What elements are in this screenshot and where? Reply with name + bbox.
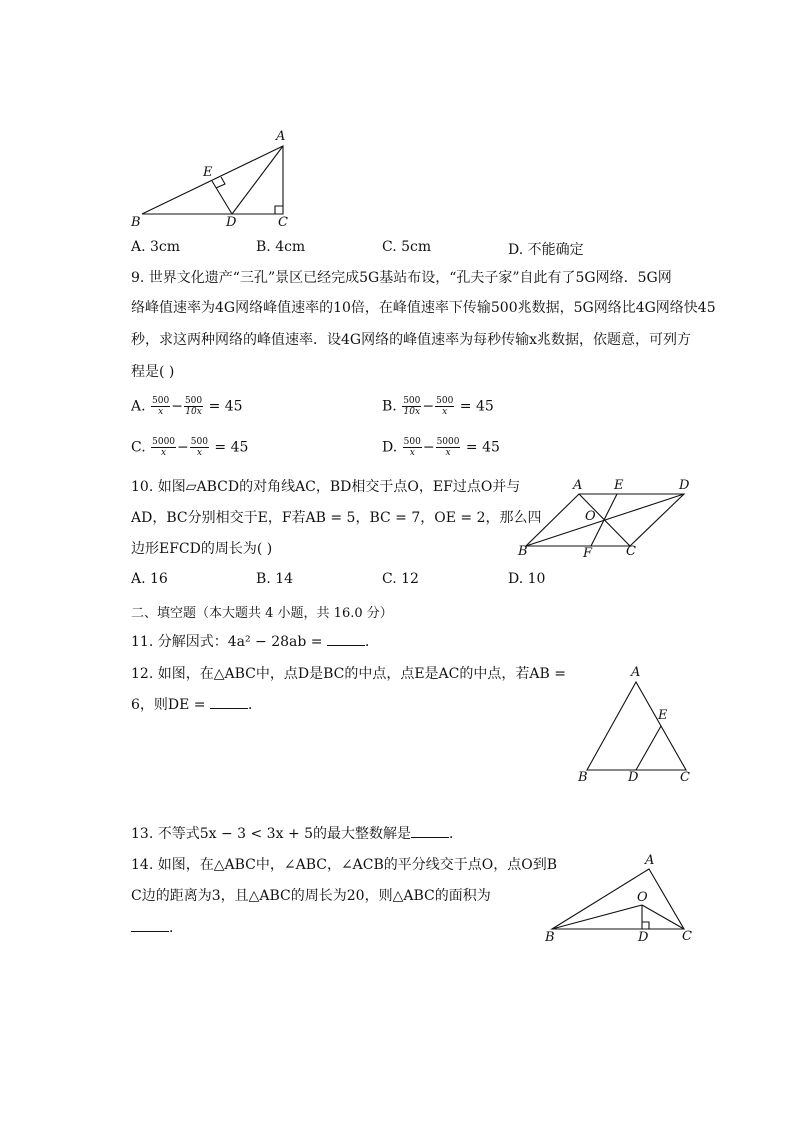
fig12-label-b: B	[578, 770, 588, 785]
q10-option-d[interactable]: D. 10	[508, 571, 546, 587]
fig10-label-b: B	[518, 544, 528, 559]
fig12-label-d: D	[628, 770, 639, 785]
q12-line-2: 6，则DE = ．	[131, 697, 262, 713]
fig14-label-a: A	[645, 853, 655, 868]
fig10-label-d: D	[679, 478, 690, 493]
q14-line-1: 14. 如图，在△ABC中，∠ABC，∠ACB的平分线交于点O，点O到B	[131, 857, 558, 873]
q14-line-3: ．	[131, 918, 183, 938]
q10-option-b[interactable]: B. 14	[256, 571, 294, 587]
q9-line-2: 络峰值速率为4G网络峰值速率的10倍，在峰值速率下传输500兆数据，5G网络比4G网络快45	[131, 300, 716, 316]
fig10-label-e: E	[614, 478, 624, 493]
triangle-abc	[552, 869, 684, 929]
q10-option-a[interactable]: A. 16	[131, 571, 168, 587]
q8-option-c[interactable]: C. 5cm	[382, 239, 432, 255]
fig14-label-b: B	[545, 930, 555, 945]
q9-line-1: 9. 世界文化遗产“三孔”景区已经完成5G基站布设，“孔夫子家”自此有了5G网络．5G网	[131, 270, 672, 286]
fig8-label-d: D	[226, 215, 237, 230]
q9-line-4: 程是( )	[131, 364, 175, 380]
segment-bo	[552, 905, 642, 929]
fig8-label-e: E	[203, 165, 213, 180]
fig14-label-o: O	[637, 890, 648, 905]
fig8-label-b: B	[131, 215, 141, 230]
q8-option-a[interactable]: A. 3cm	[131, 239, 181, 255]
fig10-label-o: O	[585, 509, 596, 524]
fig10-label-a: A	[573, 478, 583, 493]
q9-option-d[interactable]: D. $\frac{500}{x}$ − $\frac{5000}{x}$ = 45	[382, 437, 500, 458]
fig10-label-c: C	[626, 544, 636, 559]
q9-option-b[interactable]: B. $\frac{500}{10x}$ − $\frac{500}{x}$ = 45	[382, 396, 494, 417]
q10-line-1: 10. 如图▱ABCD的对角线AC，BD相交于点O，EF过点O并与	[131, 479, 521, 495]
q13: 13. 不等式5x − 3 < 3x + 5的最大整数解是 ．	[131, 826, 464, 842]
q10-option-c[interactable]: C. 12	[382, 571, 419, 587]
q8-option-d[interactable]: D. 不能确定	[508, 242, 584, 258]
right-angle-d	[642, 922, 649, 929]
fig8-label-c: C	[278, 215, 288, 230]
q10-line-2: AD，BC分别相交于E，F若AB = 5，BC = 7，OE = 2，那么四	[131, 510, 542, 526]
q12-line-1: 12. 如图，在△ABC中，点D是BC的中点，点E是AC的中点，若AB =	[131, 666, 566, 682]
q14-line-2: C边的距离为3，且△ABC的周长为20，则△ABC的面积为	[131, 888, 491, 904]
section-heading-fill-in: 二、填空题（本大题共 4 小题，共 16.0 分）	[131, 606, 393, 621]
fig14-label-d: D	[638, 930, 649, 945]
segment-co	[642, 905, 684, 929]
q8-option-b[interactable]: B. 4cm	[256, 239, 306, 255]
fig8-label-a: A	[276, 129, 286, 144]
q11: 11. 分解因式：4a² − 28ab = ．	[131, 634, 379, 650]
fig12-label-a: A	[631, 665, 641, 680]
fig12-label-e: E	[658, 708, 668, 723]
fig14-label-c: C	[682, 929, 692, 944]
q9-line-3: 秒，求这两种网络的峰值速率．设4G网络的峰值速率为每秒传输x兆数据，依题意，可列方	[131, 332, 691, 348]
fig12-label-c: C	[680, 770, 690, 785]
fig10-label-f: F	[583, 546, 593, 561]
q10-line-3: 边形EFCD的周长为( )	[131, 541, 273, 557]
q9-option-a[interactable]: A. $\frac{500}{x}$ − $\frac{500}{10x}$ = 45	[131, 396, 243, 417]
q9-option-c[interactable]: C. $\frac{5000}{x}$ − $\frac{500}{x}$ = 45	[131, 437, 249, 458]
